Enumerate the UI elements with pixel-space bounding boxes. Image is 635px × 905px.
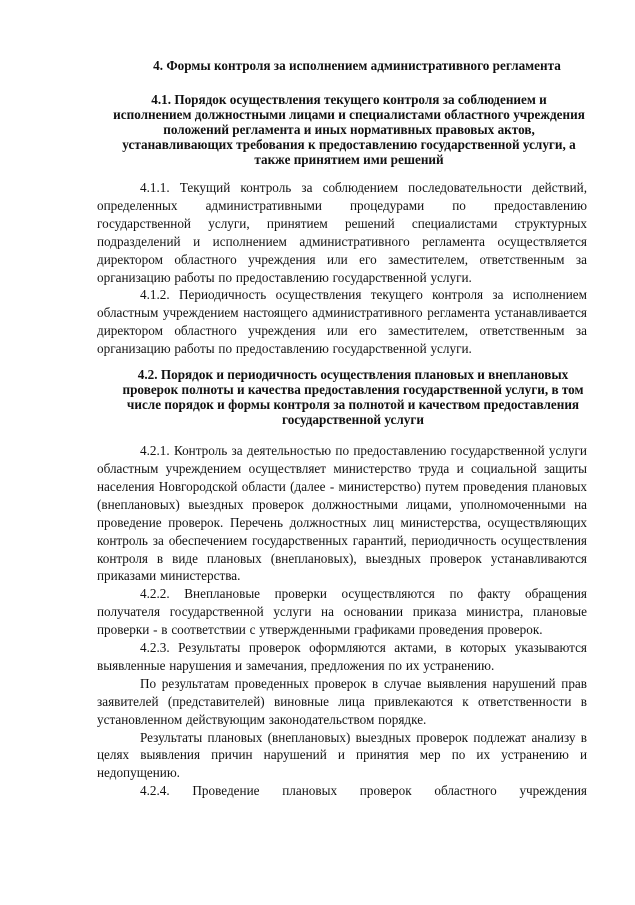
paragraph-results-analysis: Результаты плановых (внеплановых) выездных проверок подлежат анализу в целях выявления причин нарушений и принятия мер по их устранению и недопущению. (97, 729, 587, 781)
paragraph-4-2-1: 4.2.1. Контроль за деятельностью по предоставлению государственной услуги областным учреждением осуществляет министерство труда и социальной защиты населения Новгородской области (далее - министерство) путем проведения плановых (внеплановых) выездных проверок должностными лицами, уполномоченными на проведение проверок. Перечень должностных лиц министерства, осуществляющих контроль за обеспечением государственных гарантий, периодичность осуществления контроля в виде плановых (внеплановых), выездных проверок устанавливаются приказами министерства. (97, 443, 587, 584)
document-page (97, 58, 587, 800)
paragraph-4-2-3: 4.2.3. Результаты проверок оформляются актами, в которых указываются выявленные нарушения и замечания, предложения по их устранению. (97, 640, 587, 673)
subsection-1-title: 4.1. Порядок осуществления текущего контроля за соблюдением и исполнением должностными лицами и специалистами областного учреждения положений регламента и иных нормативных правовых актов, устанавливающих требования к предоставлению государственной услуги, а также принятием ими решений (113, 92, 585, 167)
section-title: 4. Формы контроля за исполнением административного регламента (153, 58, 561, 73)
paragraph-4-1-1: 4.1.1. Текущий контроль за соблюдением последовательности действий, определенных административными процедурами по предоставлению государственной услуги, принятием решений специалистами структурных подразделений и исполнением административного регламента осуществляется директором областного учреждения или его заместителем, ответственным за организацию работы по предоставлению государственной услуги. (97, 180, 587, 285)
paragraph-4-2-4: 4.2.4. Проведение плановых проверок областного учреждения (140, 783, 587, 799)
paragraph-violations: По результатам проведенных проверок в случае выявления нарушений прав заявителей (представителей) виновные лица привлекаются к ответственности в установленном действующим законодательством порядке. (97, 675, 587, 727)
paragraph-4-2-2: 4.2.2. Внеплановые проверки осуществляются по факту обращения получателя государственной услуги на основании приказа министра, плановые проверки - в соответствии с утвержденными графиками проведения проверок. (97, 586, 587, 638)
paragraph-4-1-2: 4.1.2. Периодичность осуществления текущего контроля за исполнением областным учреждением настоящего административного регламента устанавливается директором областного учреждения или его заместителем, ответственным за организацию работы по предоставлению государственной услуги. (97, 287, 587, 357)
subsection-2-title: 4.2. Порядок и периодичность осуществления плановых и внеплановых проверок полноты и качества предоставления государственной услуги, в том числе порядок и формы контроля за полнотой и качеством предоставления государственной услуги (122, 367, 584, 428)
